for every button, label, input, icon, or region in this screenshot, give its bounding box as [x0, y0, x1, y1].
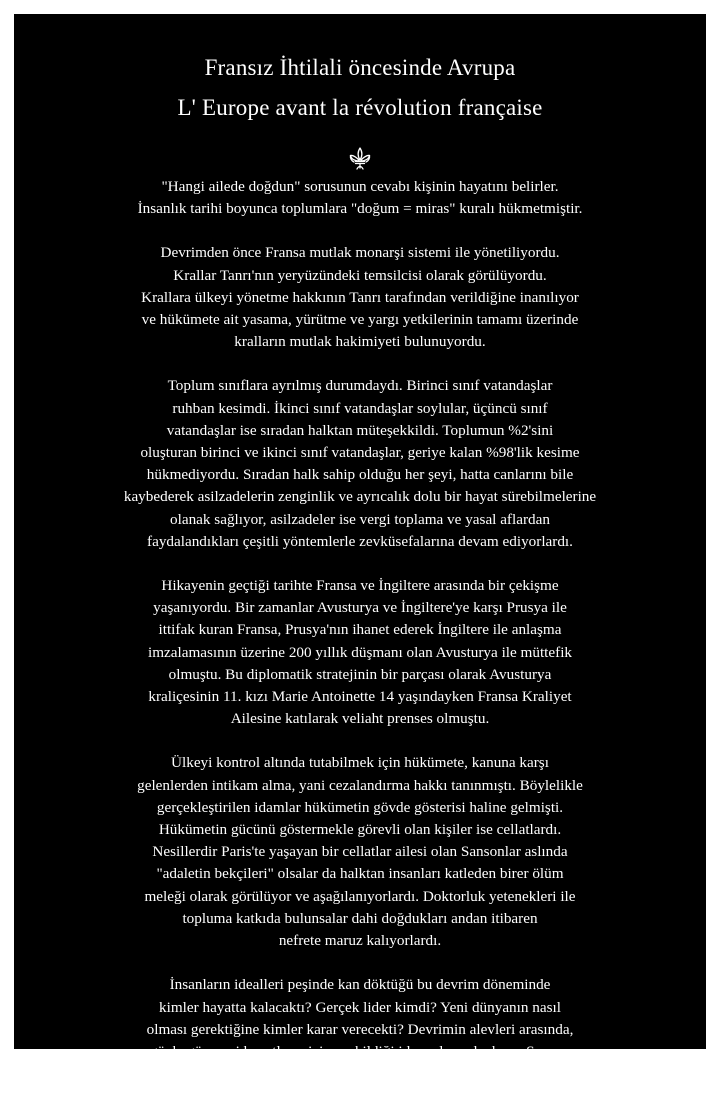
text-line: vatandaşlar ise sıradan halktan müteşekkildi. Toplumun %2'sini: [166, 421, 554, 439]
text-line: Krallar Tanrı'nın yeryüzündeki temsilcisi olarak görülüyordu.: [173, 266, 547, 284]
text-line: yaşanıyordu. Bir zamanlar Avusturya ve İngiltere'ye karşı Prusya ile: [153, 599, 567, 617]
paragraph: [34, 242, 686, 353]
text-line: Krallara ülkeyi yönetme hakkının Tanrı tarafından verildiğine inanılıyor: [141, 288, 579, 306]
text-line: kimler hayatta kalacaktı? Gerçek lider kimdi? Yeni dünyanın nasıl: [159, 998, 561, 1016]
text-line: faydalandıkları çeşitli yöntemlerle zevküsefalarına devam ediyorlardı.: [147, 532, 573, 550]
text-line: hükmediyordu. Sıradan halk sahip olduğu her şeyi, hatta canlarını bile: [146, 466, 574, 484]
text-line: Devrimden önce Fransa mutlak monarşi sistemi ile yönetiliyordu.: [160, 244, 560, 262]
text-line: İnsanların idealleri peşinde kan döktüğü bu devrim döneminde: [169, 976, 551, 994]
paragraph: [34, 974, 686, 1085]
text-line: "Hangi ailede doğdun" sorusunun cevabı kişinin hayatını belirler.: [161, 178, 559, 195]
text-line: Hikayenin geçtiği tarihte Fransa ve İngiltere arasında bir çekişme: [161, 577, 559, 595]
text-line: Hükümetin gücünü göstermekle görevli olan kişiler ise cellatlardı.: [158, 821, 562, 839]
text-line: Ailesine katılarak veliaht prenses olmuştu.: [230, 710, 490, 728]
text-line: kraliçesinin 11. kızı Marie Antoinette 14 yaşındayken Fransa Kraliyet: [148, 688, 572, 706]
text-line: kaybederek asilzadelerin zenginlik ve ayrıcalık dolu bir hayat sürebilmelerine: [123, 488, 597, 506]
text-line: gelenlerden intikam alma, yani cezalandırma hakkı tanınmıştı. Böylelikle: [137, 776, 583, 794]
text-line: gerçekleştirilen idamlar hükümetin gövde gösterisi haline gelmişti.: [156, 798, 564, 816]
text-line: meleği olarak görülüyor ve aşağılanıyorlardı. Doktorluk yetenekleri ile: [144, 887, 576, 905]
text-line: olmuştu. Bu diplomatik stratejinin bir parçası olarak Avusturya: [168, 665, 552, 683]
fleur-de-lis-icon: [347, 146, 373, 172]
paragraph: [34, 575, 686, 730]
text-line: "adaletin bekçileri" olsalar da halktan insanları katleden birer ölüm: [156, 865, 564, 883]
text-line: kardeşlerin gözlerinden neler yansıyordu?: [232, 1065, 488, 1083]
text-line: ruhban kesimdi. İkinci sınıf vatandaşlar soylular, üçüncü sınıf: [172, 399, 548, 417]
title-french: L' Europe avant la révolution française: [177, 95, 543, 120]
paragraph: [34, 176, 686, 220]
text-line: ve hükümete ait yasama, yürütme ve yargı yetkilerinin tamamı üzerinde: [141, 311, 579, 329]
text-line: oluşturan birinci ve ikinci sınıf vatandaşlar, geriye kalan %98'lik kesime: [140, 444, 580, 462]
paragraph: [34, 375, 686, 553]
page-panel: [14, 14, 706, 1083]
text-line: olması gerektiğine kimler karar verecekti? Devrimin alevleri arasında,: [146, 1020, 574, 1038]
body-text: [34, 176, 686, 1107]
text-line: imzalamasının üzerine 200 yıllık düşmanı olan Avusturya ile müttefik: [147, 643, 573, 661]
text-line: topluma katkıda bulunsalar dahi doğdukları andan itibaren: [182, 909, 538, 927]
text-line: İnsanlık tarihi boyunca toplumlara "doğum = miras" kuralı hükmetmiştir.: [137, 200, 583, 218]
text-line: kralların mutlak hakimiyeti bulunuyordu.: [234, 333, 486, 351]
text-line: Nesillerdir Paris'te yaşayan bir cellatlar ailesi olan Sansonlar aslında: [152, 843, 568, 861]
text-line: Toplum sınıflara ayrılmış durumdaydı. Birinci sınıf vatandaşlar: [167, 377, 553, 395]
text-line: Ülkeyi kontrol altında tutabilmek için hükümete, kanuna karşı: [171, 754, 549, 772]
text-line: olanak sağlıyor, asilzadeler ise vergi toplama ve yasal aflardan: [170, 510, 550, 528]
text-line: ittifak kuran Fransa, Prusya'nın ihanet ederek İngiltere ile anlaşma: [158, 621, 562, 639]
text-line: nefrete maruz kalıyorlardı.: [278, 932, 442, 950]
title-turkish: Fransız İhtilali öncesinde Avrupa: [204, 55, 516, 80]
paragraph: [34, 752, 686, 952]
text-line: günbegün yeni hayatların içine çekildiği idam alanında duran Sanson: [149, 1042, 571, 1060]
